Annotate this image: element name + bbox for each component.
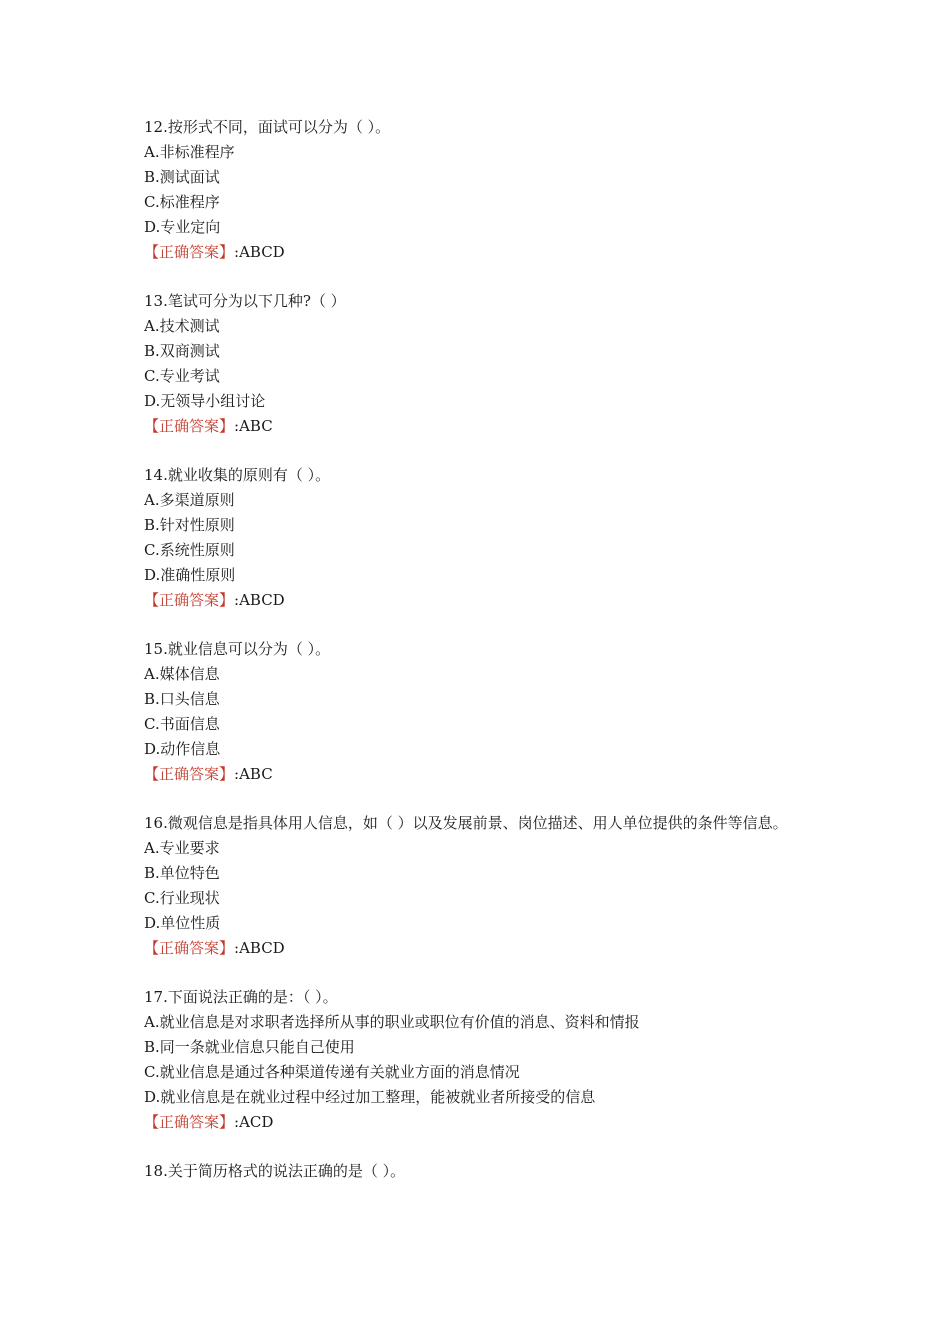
option-b: B.单位特色 <box>144 864 220 882</box>
answer-value: :ABCD <box>234 243 285 261</box>
answer-label: 【正确答案】 <box>144 1113 235 1131</box>
question-stem: 14.就业收集的原则有（ ）。 <box>144 466 331 484</box>
answer-line <box>144 762 814 787</box>
option-d: D.动作信息 <box>144 740 221 758</box>
option-a: A.技术测试 <box>144 317 220 335</box>
option-d: D.就业信息是在就业过程中经过加工整理，能被就业者所接受的信息 <box>144 1088 596 1106</box>
option-a: A.多渠道原则 <box>144 491 235 509</box>
option-c: C.书面信息 <box>144 715 220 733</box>
question-17 <box>144 985 814 1135</box>
option-a: A.媒体信息 <box>144 665 220 683</box>
answer-value: :ABC <box>234 417 273 435</box>
answer-label: 【正确答案】 <box>144 243 235 261</box>
option-a: A.非标准程序 <box>144 143 235 161</box>
option-c: C.专业考试 <box>144 367 220 385</box>
answer-line <box>144 414 814 439</box>
answer-label: 【正确答案】 <box>144 765 235 783</box>
option-d: D.专业定向 <box>144 218 221 236</box>
question-stem: 13.笔试可分为以下几种?（ ） <box>144 292 346 310</box>
option-c: C.标准程序 <box>144 193 220 211</box>
question-list <box>144 115 814 1208</box>
question-14 <box>144 463 814 613</box>
answer-value: :ABC <box>234 765 273 783</box>
option-c: C.行业现状 <box>144 889 220 907</box>
answer-value: :ACD <box>234 1113 274 1131</box>
answer-line <box>144 588 814 613</box>
question-15 <box>144 637 814 787</box>
option-b: B.测试面试 <box>144 168 220 186</box>
question-13 <box>144 289 814 439</box>
option-a: A.就业信息是对求职者选择所从事的职业或职位有价值的消息、资料和情报 <box>144 1013 640 1031</box>
answer-label: 【正确答案】 <box>144 591 235 609</box>
answer-label: 【正确答案】 <box>144 417 235 435</box>
option-a: A.专业要求 <box>144 839 220 857</box>
answer-value: :ABCD <box>234 591 285 609</box>
option-b: B.针对性原则 <box>144 516 235 534</box>
option-d: D.准确性原则 <box>144 566 236 584</box>
option-b: B.同一条就业信息只能自己使用 <box>144 1038 355 1056</box>
question-stem: 16.微观信息是指具体用人信息，如（ ）以及发展前景、岗位描述、用人单位提供的条件等信息。 <box>144 814 788 832</box>
question-stem: 17.下面说法正确的是：（ ）。 <box>144 988 338 1006</box>
option-b: B.口头信息 <box>144 690 220 708</box>
answer-line <box>144 240 814 265</box>
option-d: D.单位性质 <box>144 914 221 932</box>
question-stem: 15.就业信息可以分为（ ）。 <box>144 640 331 658</box>
question-stem: 12.按形式不同，面试可以分为（ ）。 <box>144 118 391 136</box>
answer-value: :ABCD <box>234 939 285 957</box>
option-b: B.双商测试 <box>144 342 220 360</box>
question-16 <box>144 811 814 961</box>
answer-label: 【正确答案】 <box>144 939 235 957</box>
option-c: C.系统性原则 <box>144 541 235 559</box>
question-18 <box>144 1159 814 1184</box>
answer-line <box>144 1110 814 1135</box>
question-stem: 18.关于简历格式的说法正确的是（ ）。 <box>144 1162 406 1180</box>
question-12 <box>144 115 814 265</box>
option-c: C.就业信息是通过各种渠道传递有关就业方面的消息情况 <box>144 1063 520 1081</box>
option-d: D.无领导小组讨论 <box>144 392 266 410</box>
answer-line <box>144 936 814 961</box>
